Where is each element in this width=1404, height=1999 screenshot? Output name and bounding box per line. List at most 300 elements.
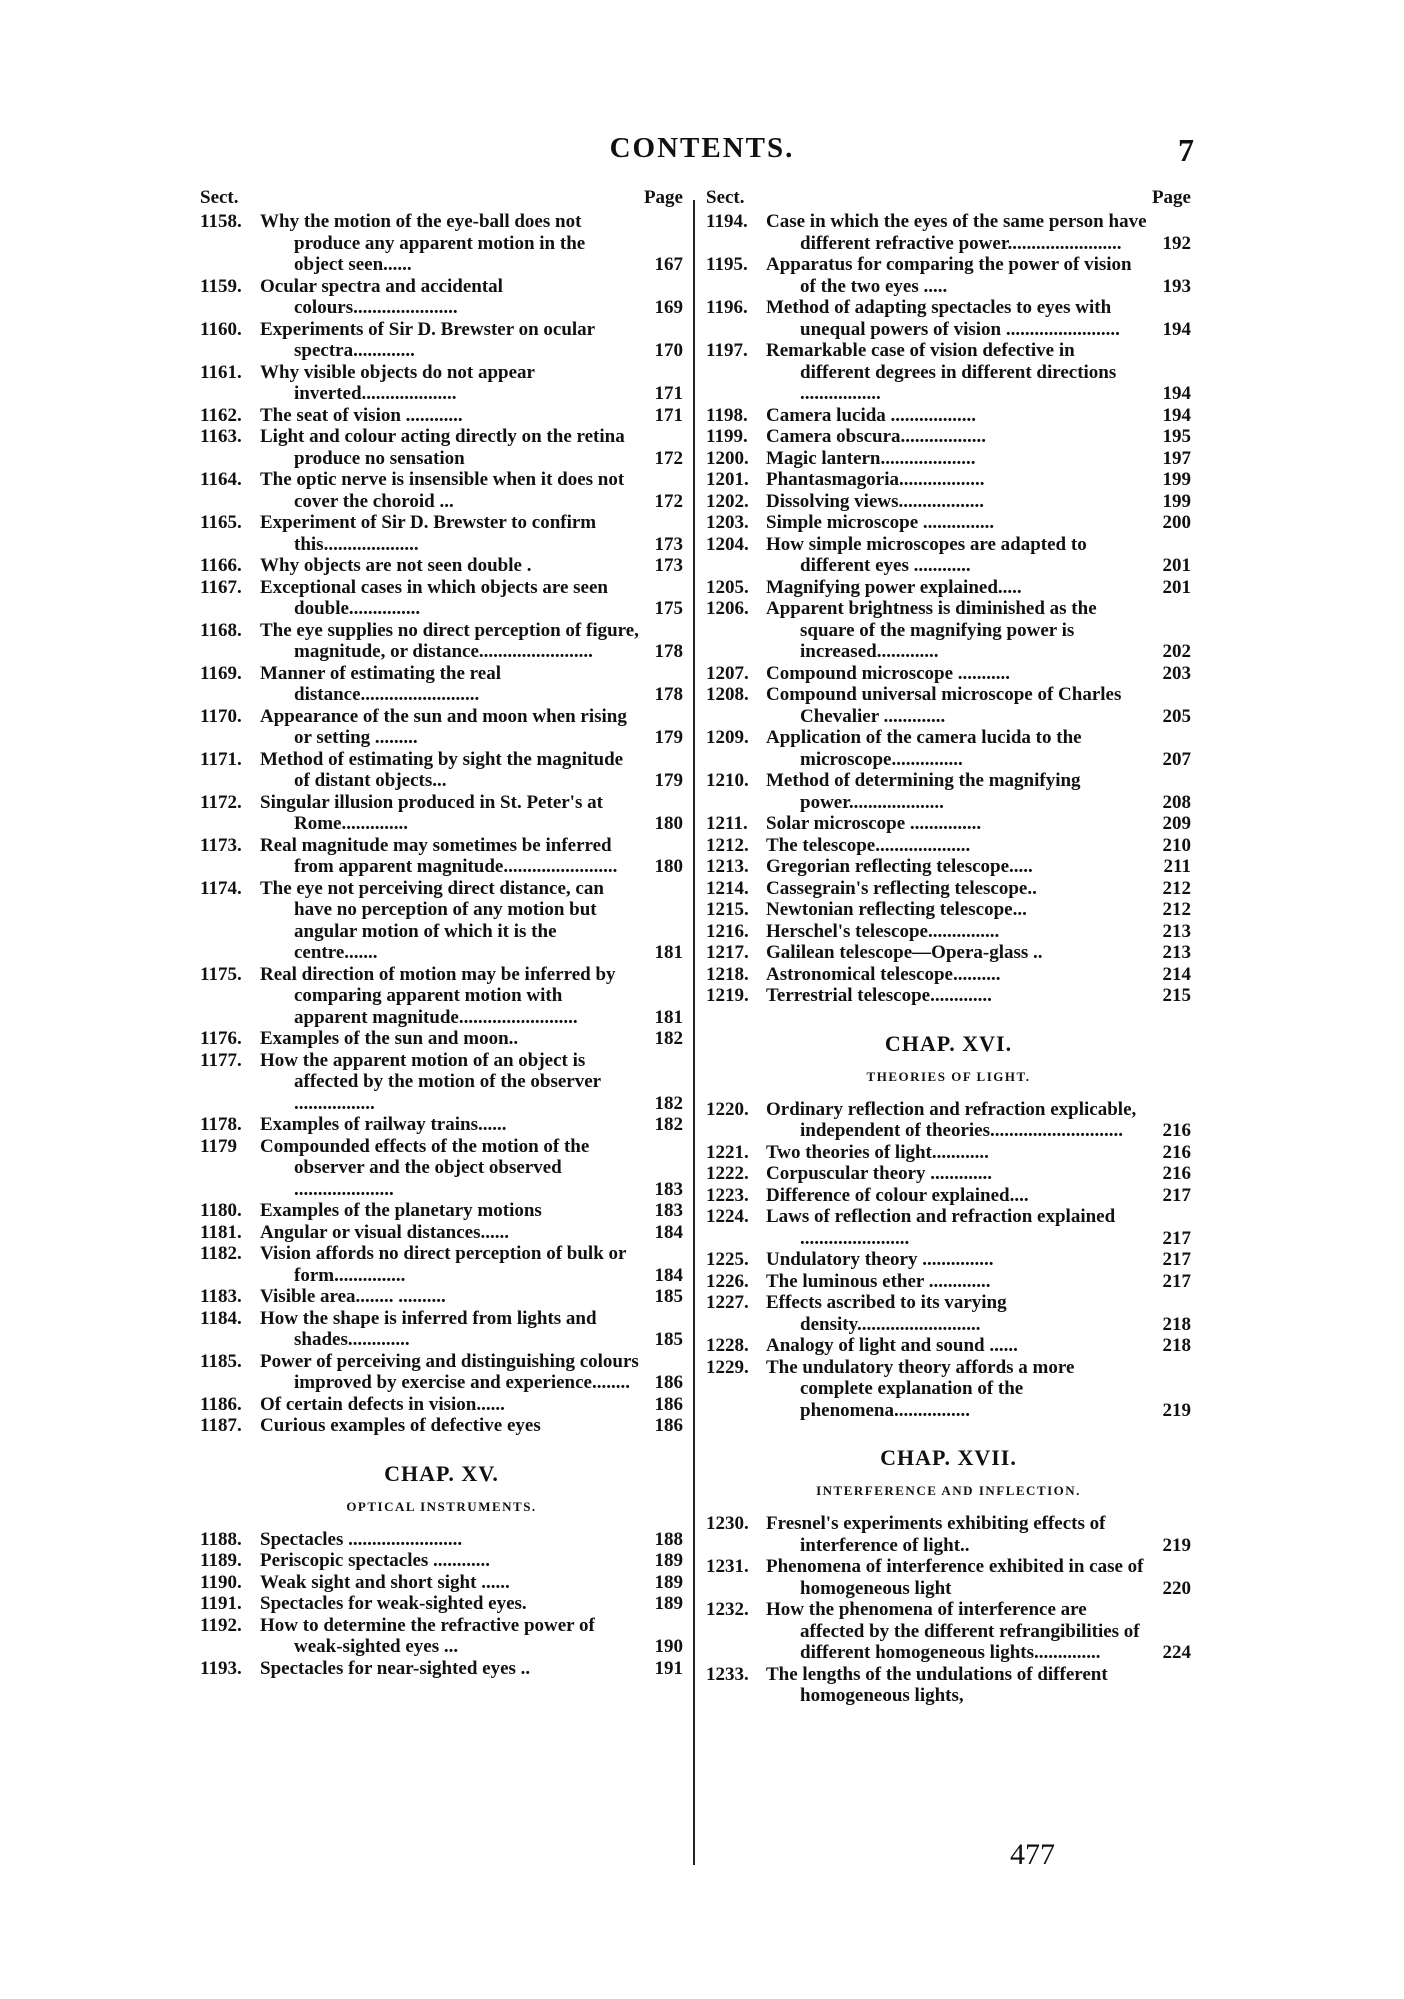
page-ref: 217	[1162, 1184, 1191, 1206]
page-ref: 217	[1162, 1227, 1191, 1249]
toc-entry	[200, 1114, 683, 1136]
toc-entry	[706, 426, 1191, 448]
left-column	[200, 187, 683, 1679]
toc-entry	[706, 856, 1191, 878]
toc-entry	[706, 835, 1191, 857]
toc-entry	[200, 555, 683, 577]
page-header	[0, 132, 1404, 172]
section-number: 1228.	[706, 1335, 749, 1356]
toc-entry	[706, 921, 1191, 943]
toc-entry	[706, 577, 1191, 599]
section-number: 1180.	[200, 1200, 242, 1221]
page-ref: 201	[1162, 576, 1191, 598]
section-title: How the apparent motion of an object is affected by the motion of the observer .................	[260, 1049, 601, 1114]
chapter-heading: CHAP. XVII.	[880, 1445, 1017, 1470]
section-title: Manner of estimating the real distance.........................	[260, 662, 501, 705]
section-number: 1209.	[706, 727, 749, 748]
section-title: Experiments of Sir D. Brewster on ocular spectra.............	[260, 318, 595, 361]
section-title: Undulatory theory ...............	[766, 1249, 994, 1270]
section-title: Apparatus for comparing the power of vision of the two eyes .....	[766, 254, 1132, 297]
section-number: 1182.	[200, 1243, 242, 1264]
section-number: 1208.	[706, 684, 749, 705]
section-title: Examples of the planetary motions	[260, 1200, 542, 1221]
toc-entry	[706, 942, 1191, 964]
page-ref: 184	[654, 1264, 683, 1286]
page-ref: 215	[1162, 985, 1191, 1006]
section-number: 1214.	[706, 877, 749, 899]
section-number: 1204.	[706, 533, 749, 555]
section-number: 1221.	[706, 1141, 749, 1163]
page-number: 7	[1178, 132, 1194, 168]
page-ref: 182	[654, 1092, 683, 1114]
section-number: 1185.	[200, 1350, 242, 1372]
section-title: Angular or visual distances......	[260, 1221, 509, 1243]
section-title: Gregorian reflecting telescope.....	[766, 856, 1033, 877]
section-number: 1170.	[200, 705, 242, 727]
page-ref: 199	[1162, 469, 1191, 490]
section-title: The telescope....................	[766, 834, 971, 856]
toc-entry	[200, 1415, 683, 1437]
section-title: Herschel's telescope...............	[766, 920, 1000, 942]
chapter-heading: CHAP. XV.	[384, 1460, 499, 1486]
section-title: The undulatory theory affords a more complete explanation of the phenomena................	[766, 1356, 1075, 1421]
section-number: 1203.	[706, 512, 749, 533]
page-ref: 185	[654, 1329, 683, 1350]
toc-entry	[200, 512, 683, 555]
page-ref: 191	[654, 1657, 683, 1679]
section-title: Fresnel's experiments exhibiting effects of interference of light..	[766, 1513, 1106, 1556]
section-title: Examples of the sun and moon..	[260, 1028, 519, 1049]
toc-entry	[706, 469, 1191, 491]
section-number: 1216.	[706, 920, 749, 942]
page-ref: 203	[1162, 662, 1191, 684]
section-title: Camera lucida ..................	[766, 404, 977, 426]
sect-label: Sect.	[706, 187, 745, 208]
section-title: How the phenomena of interference are affected by the different refrangibilities of different homogeneous lights..............	[766, 1599, 1140, 1663]
section-number: 1183.	[200, 1286, 242, 1307]
toc-entry	[706, 598, 1191, 663]
section-title: The seat of vision ............	[260, 404, 463, 426]
chapter-subtitle: OPTICAL INSTRUMENTS.	[346, 1498, 537, 1514]
toc-entry	[706, 727, 1191, 770]
section-title: Examples of railway trains......	[260, 1114, 507, 1135]
section-title: Weak sight and short sight ......	[260, 1571, 510, 1593]
page-ref: 217	[1162, 1270, 1191, 1292]
section-number: 1230.	[706, 1513, 749, 1534]
section-title: Galilean telescope—Opera-glass ..	[766, 942, 1043, 963]
section-number: 1189.	[200, 1550, 242, 1571]
right-column	[706, 187, 1191, 1707]
section-title: Cassegrain's reflecting telescope..	[766, 877, 1037, 899]
section-number: 1217.	[706, 942, 749, 963]
page-ref: 194	[1162, 404, 1191, 426]
toc-entry	[200, 1550, 683, 1572]
toc-entry-list	[706, 211, 1191, 1007]
page-ref: 189	[654, 1593, 683, 1614]
section-number: 1206.	[706, 598, 749, 619]
section-title: Remarkable case of vision defective in different degrees in different directions .................	[766, 340, 1117, 404]
section-title: How simple microscopes are adapted to different eyes ............	[766, 533, 1087, 576]
page-label: Page	[643, 187, 683, 208]
section-title: Two theories of light............	[766, 1141, 989, 1163]
page-ref: 181	[654, 942, 683, 963]
section-title: Visible area........ ..........	[260, 1286, 446, 1307]
toc-entry	[200, 1308, 683, 1351]
toc-entry	[200, 1243, 683, 1286]
section-title: The optic nerve is insensible when it does not cover the choroid ...	[260, 469, 625, 512]
toc-entry	[200, 835, 683, 878]
section-title: Difference of colour explained....	[766, 1184, 1029, 1206]
page-ref: 194	[1162, 383, 1191, 404]
section-title: Solar microscope ...............	[766, 813, 982, 834]
page-ref: 213	[1162, 942, 1191, 963]
section-title: Light and colour acting directly on the retina produce no sensation	[260, 426, 625, 469]
section-number: 1172.	[200, 791, 242, 813]
toc-entry	[706, 1249, 1191, 1271]
section-number: 1194.	[706, 211, 748, 232]
section-title: Spectacles ........................	[260, 1528, 463, 1550]
toc-entry	[706, 899, 1191, 921]
page-ref: 208	[1162, 791, 1191, 813]
toc-entry	[200, 1593, 683, 1615]
toc-entry	[706, 1513, 1191, 1556]
section-title: Vision affords no direct perception of bulk or form...............	[260, 1243, 627, 1286]
section-number: 1212.	[706, 834, 749, 856]
section-title: The eye supplies no direct perception of figure, magnitude, or distance........................	[260, 619, 639, 662]
section-title: Spectacles for near-sighted eyes ..	[260, 1657, 531, 1679]
toc-entry	[200, 1050, 683, 1115]
toc-entry	[706, 1335, 1191, 1357]
toc-entry	[706, 512, 1191, 534]
chapter-heading: CHAP. XVI.	[884, 1030, 1013, 1056]
page-label: Page	[1151, 187, 1191, 208]
page-ref: 172	[654, 447, 683, 469]
section-title: Laws of reflection and refraction explained .......................	[766, 1206, 1116, 1249]
section-title: How the shape is inferred from lights and shades.............	[260, 1307, 597, 1350]
section-number: 1200.	[706, 447, 749, 469]
section-number: 1225.	[706, 1249, 749, 1270]
toc-entry	[706, 1599, 1191, 1664]
toc-entry-list	[706, 1099, 1191, 1422]
toc-entry	[200, 620, 683, 663]
toc-entry	[706, 1185, 1191, 1207]
section-title: Magic lantern....................	[766, 447, 976, 469]
toc-entry	[706, 813, 1191, 835]
toc-entry	[706, 1163, 1191, 1185]
page-ref: 202	[1162, 641, 1191, 662]
toc-entry	[706, 297, 1191, 340]
toc-entry	[706, 663, 1191, 685]
toc-entry	[200, 577, 683, 620]
section-title: Application of the camera lucida to the microscope...............	[766, 727, 1082, 770]
section-number: 1233.	[706, 1663, 749, 1685]
toc-entry	[200, 1028, 683, 1050]
toc-entry	[706, 491, 1191, 513]
section-title: Curious examples of defective eyes	[260, 1415, 541, 1436]
page-ref: 216	[1162, 1163, 1191, 1184]
page-ref: 211	[1163, 856, 1191, 877]
toc-entry	[200, 1615, 683, 1658]
toc-entry-list	[200, 211, 683, 1437]
page-ref: 197	[1162, 447, 1191, 469]
section-title: Effects ascribed to its varying density..........................	[766, 1292, 1007, 1335]
toc-entry	[200, 749, 683, 792]
page-ref: 193	[1162, 275, 1191, 297]
page-ref: 178	[654, 684, 683, 705]
toc-entry	[706, 1292, 1191, 1335]
toc-entry	[200, 319, 683, 362]
section-number: 1202.	[706, 490, 749, 512]
page-ref: 220	[1162, 1577, 1191, 1599]
section-title: Dissolving views..................	[766, 490, 984, 512]
right-column-header	[706, 187, 1191, 211]
toc-entry	[200, 1529, 683, 1551]
sect-label: Sect.	[200, 187, 239, 208]
section-title: Real direction of motion may be inferred by comparing apparent motion with apparent magnitude.........................	[260, 963, 616, 1028]
section-number: 1178.	[200, 1114, 242, 1135]
toc-entry	[200, 878, 683, 964]
section-number: 1171.	[200, 748, 242, 770]
page-ref: 182	[654, 1114, 683, 1135]
page-ref: 170	[654, 340, 683, 361]
section-title: Why visible objects do not appear inverted....................	[260, 361, 535, 404]
section-number: 1210.	[706, 770, 749, 791]
page-ref: 183	[654, 1200, 683, 1221]
section-number: 1165.	[200, 512, 242, 533]
toc-entry	[706, 1099, 1191, 1142]
toc-entry	[706, 340, 1191, 405]
page-ref: 167	[654, 254, 683, 275]
section-number: 1176.	[200, 1028, 242, 1049]
section-number: 1211.	[706, 813, 748, 834]
section-number: 1218.	[706, 963, 749, 985]
section-title: Case in which the eyes of the same person have different refractive power........................	[766, 211, 1147, 254]
page-ref: 183	[654, 1178, 683, 1200]
toc-entry	[200, 469, 683, 512]
page-ref: 186	[654, 1415, 683, 1436]
toc-entry	[200, 964, 683, 1029]
toc-entry	[706, 770, 1191, 813]
section-title: Ordinary reflection and refraction explicable, independent of theories............................	[766, 1098, 1137, 1141]
page-ref: 189	[654, 1550, 683, 1571]
toc-entry	[706, 1271, 1191, 1293]
section-title: Why the motion of the eye-ball does not produce any apparent motion in the object seen......	[260, 211, 586, 275]
section-number: 1162.	[200, 404, 242, 426]
section-title: Method of adapting spectacles to eyes with unequal powers of vision ........................	[766, 297, 1120, 340]
page-ref: 201	[1162, 555, 1191, 576]
section-title: The lengths of the undulations of different homogeneous lights,	[766, 1663, 1108, 1706]
section-number: 1229.	[706, 1356, 749, 1378]
section-number: 1159.	[200, 275, 242, 297]
page-ref: 171	[654, 383, 683, 404]
page-ref: 218	[1162, 1335, 1191, 1356]
page-ref: 189	[654, 1571, 683, 1593]
running-title: CONTENTS.	[609, 132, 795, 164]
section-title: Compound microscope ...........	[766, 662, 1011, 684]
section-number: 1177.	[200, 1049, 242, 1071]
toc-entry	[200, 1136, 683, 1201]
toc-entry	[200, 1658, 683, 1680]
page-ref: 178	[654, 641, 683, 662]
section-title: Spectacles for weak-sighted eyes.	[260, 1593, 527, 1614]
page-ref: 171	[654, 404, 683, 426]
page-ref: 194	[1162, 318, 1191, 340]
section-number: 1207.	[706, 662, 749, 684]
page-ref: 214	[1162, 963, 1191, 985]
section-number: 1169.	[200, 662, 242, 684]
page-ref: 217	[1162, 1249, 1191, 1270]
section-number: 1163.	[200, 426, 242, 447]
toc-entry	[200, 663, 683, 706]
page-ref: 180	[654, 813, 683, 834]
section-number: 1196.	[706, 297, 748, 318]
toc-entry	[706, 1142, 1191, 1164]
page-ref: 212	[1162, 899, 1191, 920]
page-ref: 192	[1162, 232, 1191, 254]
section-number: 1166.	[200, 555, 242, 576]
section-number: 1187.	[200, 1415, 242, 1436]
section-title: Apparent brightness is diminished as the square of the magnifying power is increased.............	[766, 598, 1097, 662]
toc-entry	[706, 1357, 1191, 1422]
page-ref: 184	[654, 1221, 683, 1243]
section-number: 1168.	[200, 619, 242, 641]
section-number: 1191.	[200, 1593, 242, 1614]
section-number: 1164.	[200, 469, 242, 490]
section-title: Singular illusion produced in St. Peter's at Rome..............	[260, 791, 603, 834]
toc-entry	[200, 1286, 683, 1308]
page-ref: 224	[1162, 1642, 1191, 1663]
toc-entry	[200, 405, 683, 427]
section-number: 1174.	[200, 877, 242, 899]
section-number: 1223.	[706, 1184, 749, 1206]
page-ref: 218	[1162, 1313, 1191, 1335]
page-ref: 199	[1162, 490, 1191, 512]
section-title: The eye not perceiving direct distance, can have no perception of any motion but angular motion of which it is the centre.......	[260, 877, 604, 963]
section-title: Method of determining the magnifying power....................	[766, 770, 1081, 813]
toc-entry-list	[200, 1529, 683, 1680]
toc-entry	[706, 254, 1191, 297]
section-title: Ocular spectra and accidental colours......................	[260, 275, 503, 318]
section-number: 1231.	[706, 1556, 749, 1577]
section-title: Periscopic spectacles ............	[260, 1550, 491, 1571]
toc-entry	[706, 1206, 1191, 1249]
toc-entry	[200, 1572, 683, 1594]
toc-entry	[200, 211, 683, 276]
page-ref: 213	[1162, 920, 1191, 942]
toc-entry	[706, 985, 1191, 1007]
column-divider	[693, 200, 695, 1865]
section-title: Experiment of Sir D. Brewster to confirm this....................	[260, 512, 597, 555]
toc-entry	[200, 706, 683, 749]
section-number: 1219.	[706, 985, 749, 1006]
section-title: Simple microscope ...............	[766, 512, 995, 533]
section-title: Phantasmagoria..................	[766, 469, 985, 490]
section-number: 1158.	[200, 211, 242, 232]
toc-entry	[200, 1222, 683, 1244]
page-ref: 219	[1162, 1534, 1191, 1556]
section-number: 1227.	[706, 1292, 749, 1313]
section-number: 1179	[200, 1135, 237, 1157]
section-title: Newtonian reflecting telescope...	[766, 899, 1027, 920]
section-title: How to determine the refractive power of weak-sighted eyes ...	[260, 1614, 595, 1657]
toc-entry	[706, 684, 1191, 727]
left-column-header	[200, 187, 683, 211]
page-ref: 175	[654, 598, 683, 619]
page-ref: 186	[654, 1372, 683, 1393]
section-number: 1186.	[200, 1393, 242, 1415]
section-number: 1201.	[706, 469, 749, 490]
section-title: Compound universal microscope of Charles Chevalier .............	[766, 684, 1122, 727]
toc-entry	[706, 964, 1191, 986]
section-number: 1184.	[200, 1307, 242, 1329]
toc-entry	[200, 1200, 683, 1222]
section-title: Why objects are not seen double .	[260, 555, 532, 576]
page-ref: 190	[654, 1636, 683, 1657]
page-ref: 195	[1162, 426, 1191, 447]
section-title: Astronomical telescope..........	[766, 963, 1001, 985]
page-ref: 209	[1162, 813, 1191, 834]
section-number: 1160.	[200, 318, 242, 340]
page-ref: 212	[1162, 877, 1191, 899]
section-number: 1197.	[706, 340, 748, 361]
page-ref: 185	[654, 1286, 683, 1307]
section-title: Analogy of light and sound ......	[766, 1335, 1018, 1356]
section-title: Of certain defects in vision......	[260, 1393, 505, 1415]
section-number: 1232.	[706, 1599, 749, 1620]
section-number: 1226.	[706, 1270, 749, 1292]
page-ref: 181	[654, 1006, 683, 1028]
toc-entry	[200, 426, 683, 469]
section-number: 1222.	[706, 1163, 749, 1184]
page-ref: 219	[1162, 1399, 1191, 1421]
section-title: Camera obscura..................	[766, 426, 987, 447]
section-title: Exceptional cases in which objects are seen double...............	[260, 576, 608, 619]
page-ref: 179	[654, 727, 683, 748]
section-number: 1213.	[706, 856, 749, 877]
page-ref: 169	[654, 297, 683, 318]
section-title: Power of perceiving and distinguishing colours improved by exercise and experience........	[260, 1350, 639, 1393]
section-title: Phenomena of interference exhibited in case of homogeneous light	[766, 1556, 1144, 1599]
section-number: 1199.	[706, 426, 748, 447]
section-title: Terrestrial telescope.............	[766, 985, 992, 1006]
page-ref: 188	[654, 1528, 683, 1550]
section-number: 1198.	[706, 404, 748, 426]
page-ref: 179	[654, 770, 683, 791]
toc-entry	[706, 211, 1191, 254]
toc-entry-list	[706, 1513, 1191, 1707]
section-number: 1224.	[706, 1206, 749, 1227]
section-title: The luminous ether .............	[766, 1270, 991, 1292]
page-ref: 173	[654, 555, 683, 576]
section-number: 1175.	[200, 963, 242, 985]
toc-entry	[706, 878, 1191, 900]
section-number: 1195.	[706, 254, 748, 275]
page-ref: 200	[1162, 512, 1191, 533]
page-ref: 186	[654, 1393, 683, 1415]
page-ref: 172	[654, 490, 683, 512]
chapter-subtitle: THEORIES OF LIGHT.	[866, 1068, 1031, 1084]
section-number: 1192.	[200, 1614, 242, 1636]
page-ref: 216	[1162, 1120, 1191, 1141]
chapter-subtitle: INTERFERENCE AND INFLECTION.	[816, 1483, 1081, 1498]
section-title: Corpuscular theory .............	[766, 1163, 993, 1184]
toc-entry	[706, 1556, 1191, 1599]
section-title: Real magnitude may sometimes be inferred from apparent magnitude........................	[260, 834, 618, 877]
page-ref: 207	[1162, 748, 1191, 770]
toc-entry	[706, 534, 1191, 577]
toc-entry	[200, 1394, 683, 1416]
toc-entry	[706, 405, 1191, 427]
